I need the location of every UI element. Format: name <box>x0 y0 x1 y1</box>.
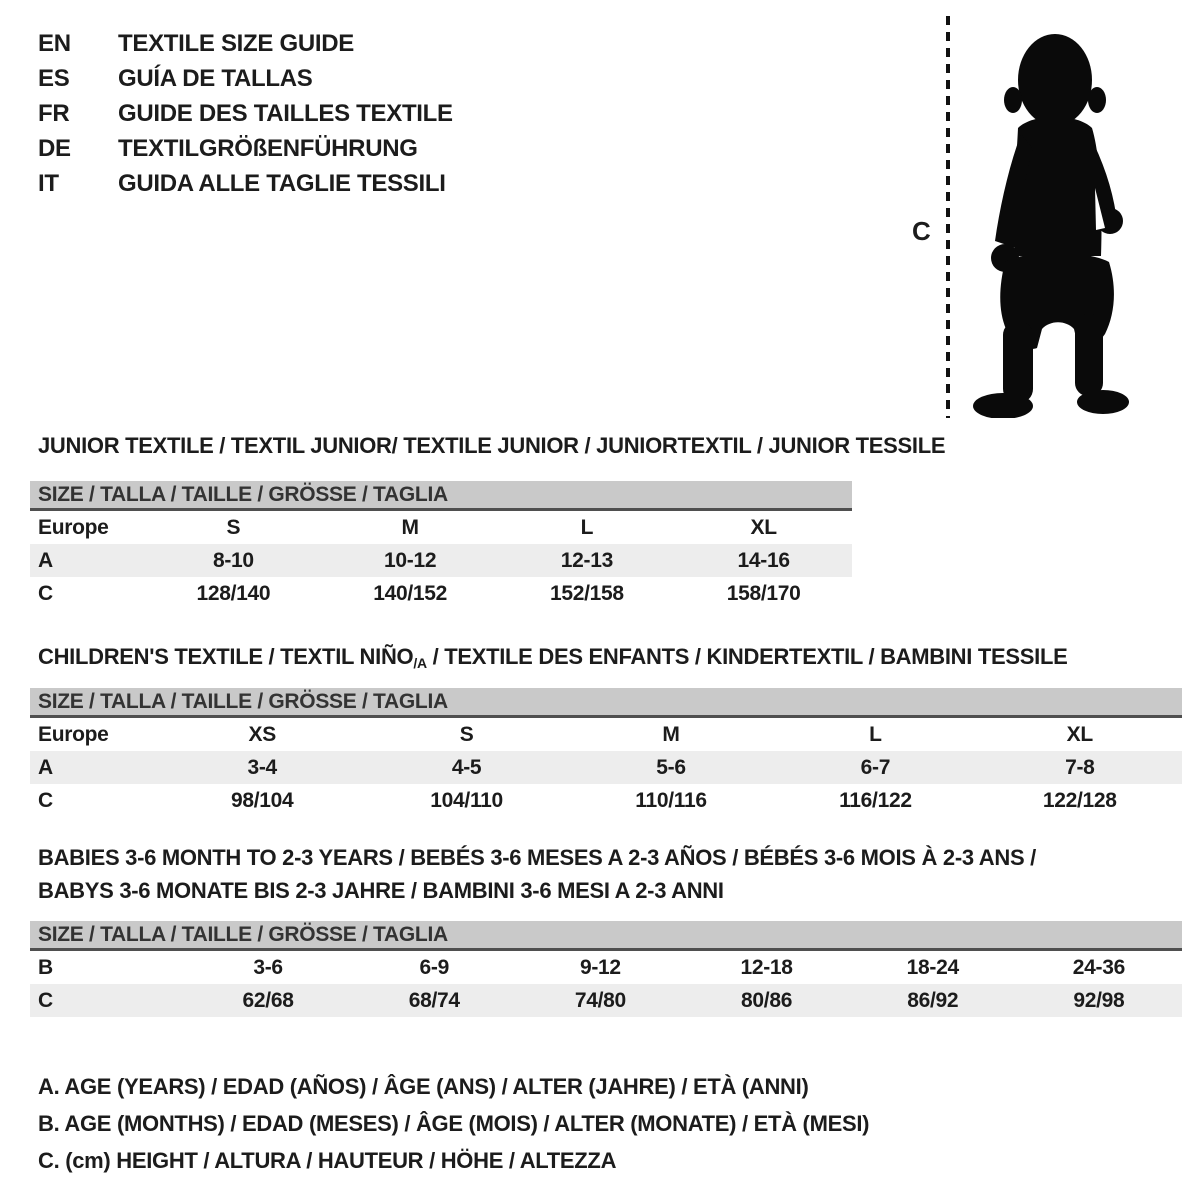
cell: 3-4 <box>247 755 277 779</box>
cell: 6-9 <box>419 955 449 979</box>
lang-code: EN <box>38 29 71 57</box>
column-header: L <box>869 722 882 746</box>
toddler-silhouette-icon <box>963 16 1153 418</box>
junior-section-title: JUNIOR TEXTILE / TEXTIL JUNIOR/ TEXTILE JUNIOR / JUNIORTEXTIL / JUNIOR TESSILE <box>38 433 946 458</box>
cell: 24-36 <box>1072 955 1126 979</box>
column-header: S <box>226 515 241 539</box>
children-size-header-bar: SIZE / TALLA / TAILLE / GRÖSSE / TAGLIA <box>30 688 1182 718</box>
children-columns-row <box>30 718 1182 751</box>
guide-title-de: TEXTILGRÖßENFÜHRUNG <box>118 134 418 162</box>
cell: 140/152 <box>373 581 448 605</box>
lang-code: ES <box>38 64 70 92</box>
children-row-age <box>30 751 1182 784</box>
row-label: C <box>38 581 53 605</box>
cell: 122/128 <box>1042 788 1117 812</box>
lang-code: IT <box>38 169 59 197</box>
children-title-sub: /A <box>413 655 427 671</box>
cell: 12-18 <box>740 955 793 979</box>
guide-title-en: TEXTILE SIZE GUIDE <box>118 29 354 57</box>
guide-title-it: GUIDA ALLE TAGLIE TESSILI <box>118 169 446 197</box>
babies-size-table <box>30 921 1182 1017</box>
cell: 18-24 <box>906 955 959 979</box>
cell: 8-10 <box>212 548 254 572</box>
legend-line-a: A. AGE (YEARS) / EDAD (AÑOS) / ÂGE (ANS) / ALTER (JAHRE) / ETÀ (ANNI) <box>38 1073 809 1099</box>
babies-row-months <box>30 951 1182 984</box>
lang-row-en <box>38 26 453 61</box>
column-header: XL <box>750 515 777 539</box>
cell: 80/86 <box>741 988 793 1012</box>
cell: 74/80 <box>574 988 626 1012</box>
cell: 6-7 <box>860 755 891 779</box>
region-label: Europe <box>38 722 109 746</box>
language-title-list <box>38 26 453 201</box>
guide-title-fr: GUIDE DES TAILLES TEXTILE <box>118 99 453 127</box>
row-label: C <box>38 988 53 1012</box>
row-label: A <box>38 548 53 572</box>
babies-title-line1: BABIES 3-6 MONTH TO 2-3 YEARS / BEBÉS 3-6 MESES A 2-3 AÑOS / BÉBÉS 3-6 MOIS À 2-3 ANS / <box>38 845 1036 870</box>
row-label: C <box>38 788 53 812</box>
column-header: XS <box>248 722 276 746</box>
cell: 10-12 <box>384 548 437 572</box>
cell: 152/158 <box>549 581 624 605</box>
cell: 128/140 <box>196 581 271 605</box>
babies-section-title <box>38 841 1036 907</box>
cell: 3-6 <box>253 955 283 979</box>
babies-title-line2: BABYS 3-6 MONATE BIS 2-3 JAHRE / BAMBINI 3-6 MESI A 2-3 ANNI <box>38 878 724 903</box>
junior-row-height <box>30 577 852 610</box>
children-title-pre: CHILDREN'S TEXTILE / TEXTIL NIÑO <box>38 644 414 669</box>
legend-line-c: C. (cm) HEIGHT / ALTURA / HAUTEUR / HÖHE / ALTEZZA <box>38 1147 617 1173</box>
junior-columns-row <box>30 511 852 544</box>
cell: 12-13 <box>560 548 613 572</box>
lang-code: FR <box>38 99 70 127</box>
cell: 5-6 <box>656 755 686 779</box>
column-header: S <box>459 722 474 746</box>
cell: 4-5 <box>451 755 482 779</box>
cell: 9-12 <box>579 955 621 979</box>
height-measure-dashed-line <box>946 16 950 418</box>
column-header: M <box>662 722 680 746</box>
cell: 98/104 <box>230 788 294 812</box>
lang-row-fr <box>38 96 453 131</box>
junior-size-header-bar: SIZE / TALLA / TAILLE / GRÖSSE / TAGLIA <box>30 481 852 511</box>
children-section-title <box>38 644 1067 671</box>
lang-row-it <box>38 166 453 201</box>
junior-size-table <box>30 481 852 610</box>
column-header: M <box>401 515 419 539</box>
cell: 104/110 <box>430 788 503 812</box>
babies-row-height <box>30 984 1182 1017</box>
cell: 116/122 <box>839 788 912 812</box>
children-title-post: / TEXTILE DES ENFANTS / KINDERTEXTIL / BAMBINI TESSILE <box>426 644 1068 669</box>
cell: 110/116 <box>635 788 707 812</box>
legend-line-b: B. AGE (MONTHS) / EDAD (MESES) / ÂGE (MOIS) / ALTER (MONATE) / ETÀ (MESI) <box>38 1110 870 1136</box>
junior-row-age <box>30 544 852 577</box>
cell: 68/74 <box>408 988 460 1012</box>
cell: 86/92 <box>907 988 959 1012</box>
lang-row-de <box>38 131 453 166</box>
children-row-height <box>30 784 1182 817</box>
row-label: B <box>38 955 53 979</box>
guide-title-es: GUÍA DE TALLAS <box>118 64 313 92</box>
height-measure-label: C <box>912 216 931 246</box>
column-header: XL <box>1066 722 1093 746</box>
cell: 92/98 <box>1073 988 1125 1012</box>
lang-code: DE <box>38 134 71 162</box>
cell: 62/68 <box>242 988 294 1012</box>
measure-legend <box>38 1068 869 1179</box>
children-size-table <box>30 688 1182 817</box>
region-label: Europe <box>38 515 109 539</box>
column-header: L <box>580 515 594 539</box>
cell: 7-8 <box>1065 755 1095 779</box>
cell: 158/170 <box>726 581 801 605</box>
cell: 14-16 <box>737 548 790 572</box>
row-label: A <box>38 755 53 779</box>
lang-row-es <box>38 61 453 96</box>
babies-size-header-bar: SIZE / TALLA / TAILLE / GRÖSSE / TAGLIA <box>30 921 1182 951</box>
